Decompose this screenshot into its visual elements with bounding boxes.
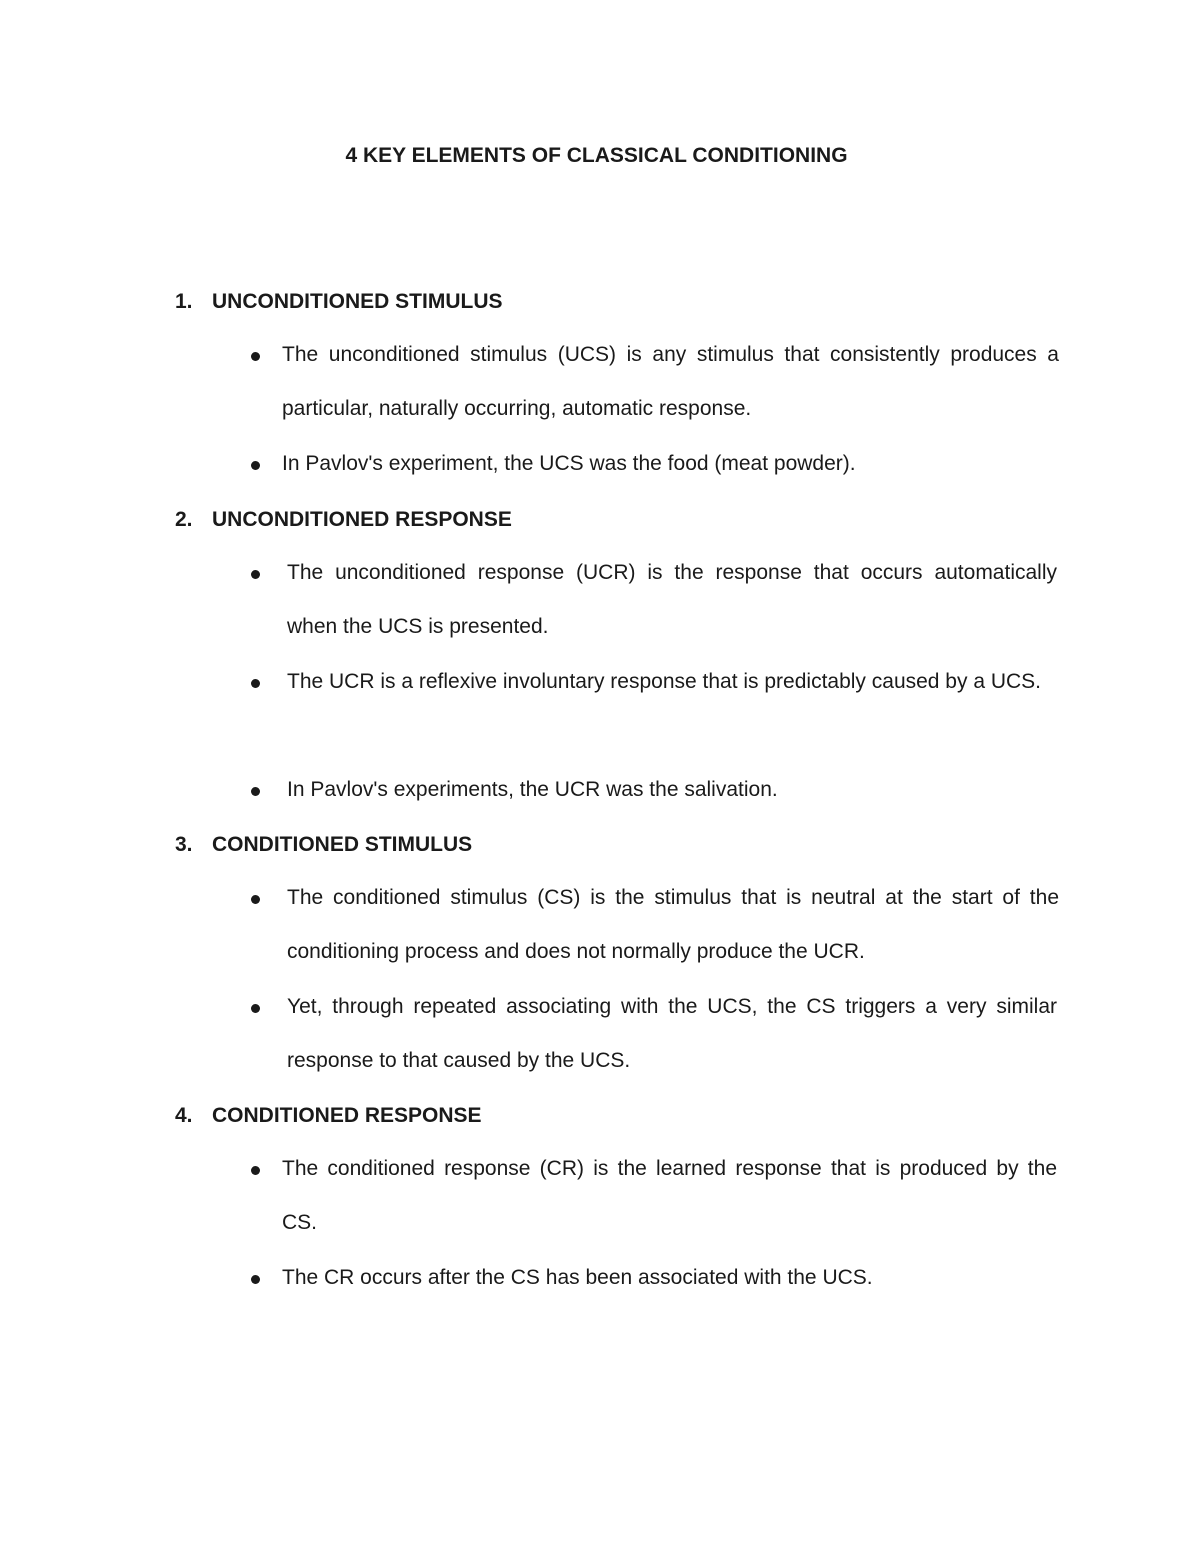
bullet-icon	[251, 679, 260, 688]
document-title: 4 KEY ELEMENTS OF CLASSICAL CONDITIONING	[345, 144, 848, 167]
bullet-text: The conditioned response (CR) is the learned response that is produced by the CS.	[282, 1157, 1057, 1234]
section-number: 2.	[175, 508, 193, 531]
section-number: 1.	[175, 290, 193, 313]
bullet-text: In Pavlov's experiments, the UCR was the salivation.	[287, 778, 778, 801]
section-heading-text: CONDITIONED STIMULUS	[212, 833, 473, 856]
bullet-text: The CR occurs after the CS has been associated with the UCS.	[282, 1266, 873, 1289]
section-heading	[175, 506, 512, 534]
bullet-text: In Pavlov's experiment, the UCS was the food (meat powder).	[282, 452, 856, 475]
bullet-icon	[251, 1275, 260, 1284]
bullet-icon	[251, 895, 260, 904]
section-heading-text: UNCONDITIONED RESPONSE	[212, 508, 512, 531]
bullet-icon	[251, 352, 260, 361]
bullet-icon	[251, 1004, 260, 1013]
section-heading	[175, 831, 472, 859]
bullet-icon	[251, 787, 260, 796]
bullet-icon	[251, 1166, 260, 1175]
bullet-text: The unconditioned stimulus (UCS) is any stimulus that consistently produces a particular, naturally occurring, automatic response.	[282, 343, 1059, 420]
section-heading-text: CONDITIONED RESPONSE	[212, 1104, 482, 1127]
bullet-text: The unconditioned response (UCR) is the response that occurs automatically when the UCS is presented.	[287, 561, 1057, 638]
bullet-icon	[251, 461, 260, 470]
section-heading	[175, 1102, 482, 1130]
section-number: 3.	[175, 833, 193, 856]
bullet-text: Yet, through repeated associating with the UCS, the CS triggers a very similar response to that caused by the UCS.	[287, 995, 1057, 1072]
bullet-text: The conditioned stimulus (CS) is the stimulus that is neutral at the start of the conditioning process and does not normally produce the UCR.	[287, 886, 1059, 963]
section-number: 4.	[175, 1104, 193, 1127]
bullet-icon	[251, 570, 260, 579]
bullet-text: The UCR is a reflexive involuntary response that is predictably caused by a UCS.	[287, 670, 1042, 693]
section-heading-text: UNCONDITIONED STIMULUS	[212, 290, 503, 313]
section-heading	[175, 288, 503, 316]
